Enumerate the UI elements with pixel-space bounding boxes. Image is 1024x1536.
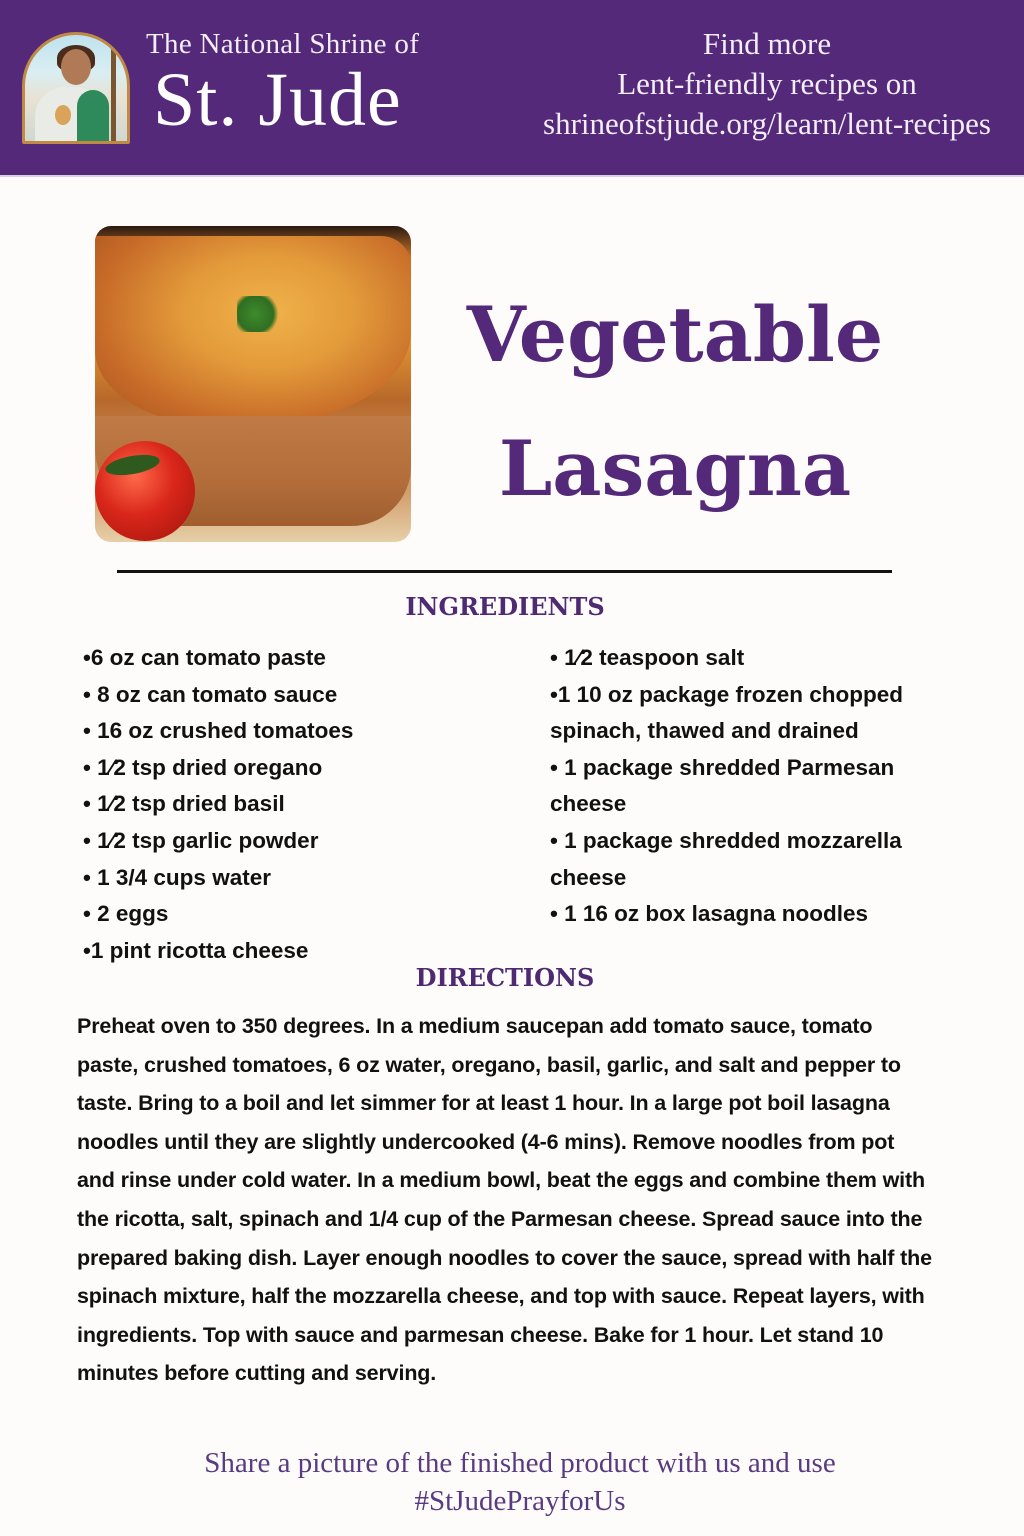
ingredient-item: • 8 oz can tomato sauce (83, 681, 338, 707)
ingredient-item: • 1 3/4 cups water (83, 864, 271, 890)
footer-line-1: Share a picture of the finished product with us and use (204, 1447, 836, 1479)
promo-line-2: Lent-friendly recipes on (617, 66, 917, 101)
saint-jude-logo-icon (22, 32, 130, 144)
ingredient-item: •1 10 oz package frozen chopped spinach, thawed and drained (550, 681, 903, 744)
ingredient-item: • 16 oz crushed tomatoes (83, 718, 354, 744)
recipe-title (440, 268, 910, 536)
recipe-title-line-1: Vegetable (466, 290, 884, 379)
directions-text: Preheat oven to 350 degrees. In a medium saucepan add tomato sauce, tomato paste, crushed tomatoes, 6 oz water, oregano, basil, garlic, and salt and pepper to taste. Bring to a boil and let simmer for at least 1 hour. In a large pot boil lasagna noodles until they are slightly undercooked (4-6 mins). Remove noodles from pot and rinse under cold water. In a medium bowl, beat the eggs and combine them with the ricotta, salt, spinach and 1/4 cup of the Parmesan cheese. Spread sauce into the prepared baking dish. Layer enough noodles to cover the sauce, spread with half the spinach mixture, half the mozzarella cheese, and top with sauce. Repeat layers, with ingredients. Top with sauce and parmesan cheese. Bake for 1 hour. Let stand 10 minutes before cutting and serving. (77, 1014, 932, 1386)
promo-url-link[interactable]: shrineofstjude.org/learn/lent-recipes (543, 106, 991, 141)
ingredient-item: • 1 16 oz box lasagna noodles (550, 901, 868, 927)
divider (117, 570, 892, 573)
ingredients-list-left (83, 640, 533, 969)
ingredients-heading: INGREDIENTS (405, 592, 605, 621)
ingredient-item: •6 oz can tomato paste (83, 645, 326, 670)
ingredient-item: • 1⁄2 tsp dried oregano (83, 754, 323, 780)
recipe-title-line-2: Lasagna (498, 424, 852, 513)
ingredient-item: • 1 package shredded mozzarella cheese (550, 827, 902, 890)
brand-name: St. Jude (153, 58, 402, 142)
ingredient-item: • 1⁄2 teaspoon salt (550, 645, 745, 670)
brand-subtitle: The National Shrine of (146, 28, 420, 60)
lasagna-photo (95, 226, 411, 542)
ingredient-item: • 1 package shredded Parmesan cheese (550, 754, 895, 817)
parsley-garnish-icon (237, 296, 283, 332)
directions-heading: DIRECTIONS (415, 963, 595, 992)
ingredient-item: •1 pint ricotta cheese (83, 937, 309, 963)
promo-text (512, 24, 1022, 144)
ingredient-item: • 1⁄2 tsp dried basil (83, 791, 285, 817)
header-banner (0, 0, 1024, 177)
footer-cta (0, 1444, 1024, 1520)
ingredient-item: • 1⁄2 tsp garlic powder (83, 827, 319, 853)
ingredients-list-right (550, 640, 950, 933)
hashtag: #StJudePrayforUs (414, 1485, 626, 1517)
ingredient-item: • 2 eggs (83, 901, 169, 927)
promo-line-1: Find more (702, 26, 832, 61)
